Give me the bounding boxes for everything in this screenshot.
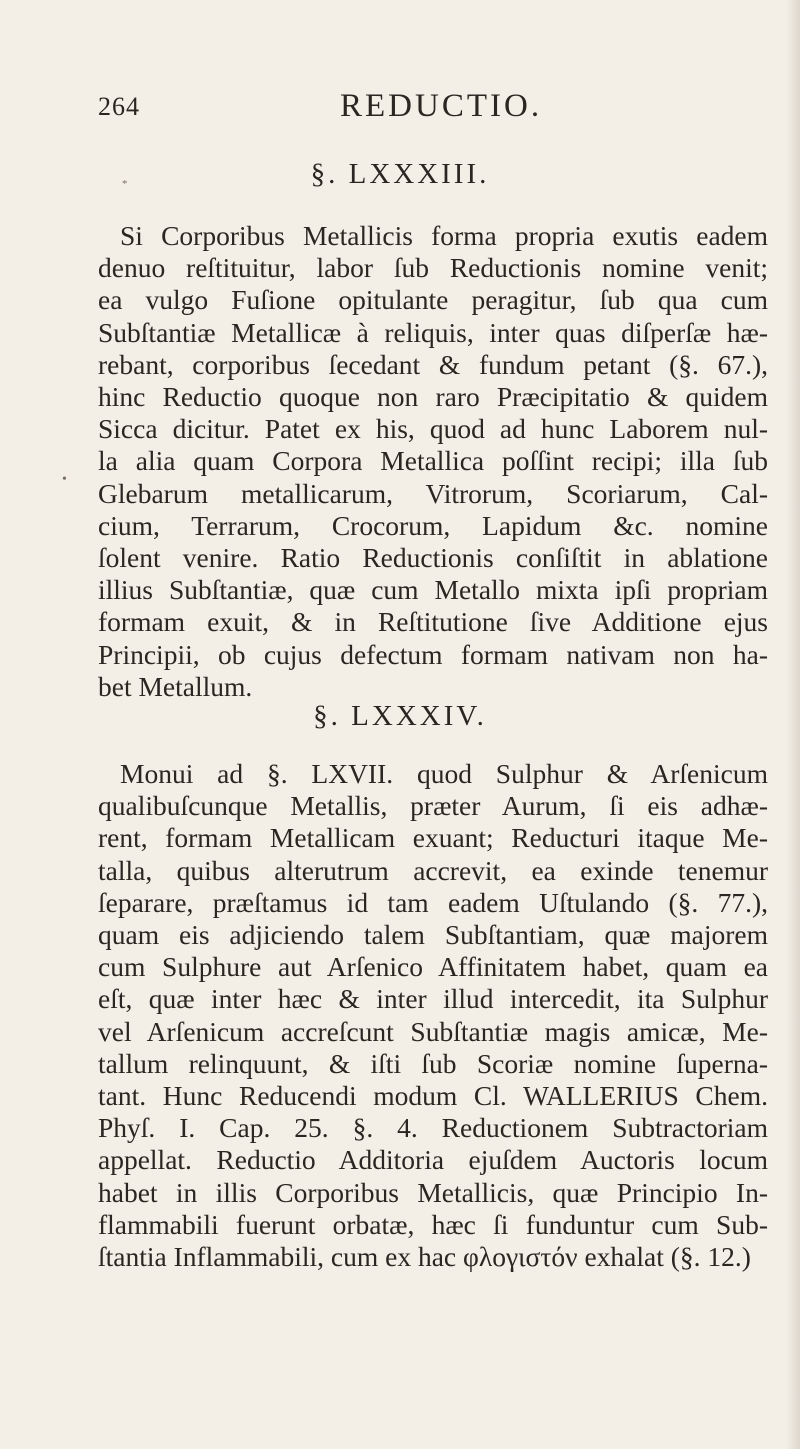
section-body bbox=[98, 220, 768, 703]
text-line: habet in illis Corporibus Metallicis, quæ Principio In- bbox=[98, 1176, 768, 1208]
text-line: Principii, ob cujus defectum formam nativam non ha- bbox=[98, 638, 768, 670]
text-line: rent, formam Metallicam exuant; Reducturi itaque Me- bbox=[98, 822, 768, 854]
page-number: 264 bbox=[98, 92, 140, 121]
text-line: ſolent venire. Ratio Reductionis conſiſtit in ablatione bbox=[98, 542, 768, 574]
text-line: cum Sulphure aut Arſenico Affinitatem habet, quam ea bbox=[98, 951, 768, 983]
text-line: tallum relinquunt, & iſti ſub Scoriæ nomine ſuperna- bbox=[98, 1047, 768, 1079]
text-line: vel Arſenicum accreſcunt Subſtantiæ magis amicæ, Me- bbox=[98, 1015, 768, 1047]
text-line: eſt, quæ inter hæc & inter illud intercedit, ita Sulphur bbox=[98, 983, 768, 1015]
text-line: Glebarum metallicarum, Vitrorum, Scoriarum, Cal- bbox=[98, 477, 768, 509]
text-line: appellat. Reductio Additoria ejuſdem Auctoris locum bbox=[98, 1144, 768, 1176]
text-line: Si Corporibus Metallicis forma propria exutis eadem bbox=[120, 220, 768, 251]
text-line: quam eis adjiciendo talem Subſtantiam, quæ majorem bbox=[98, 919, 768, 951]
text-line: rebant, corporibus ſecedant & fundum petant (§. 67.), bbox=[98, 348, 768, 380]
text-line: ſeparare, præſtamus id tam eadem Uſtulando (§. 77.), bbox=[98, 886, 768, 918]
page-header bbox=[98, 88, 758, 128]
margin-mark: * bbox=[122, 178, 128, 190]
text-line: ea vulgo Fuſione opitulante peragitur, ſub qua cum bbox=[98, 284, 768, 316]
text-line: Sicca dicitur. Patet ex his, quod ad hunc Laborem nul- bbox=[98, 413, 768, 445]
section-heading: §. LXXXIV. bbox=[313, 700, 487, 732]
text-line: formam exuit, & in Reſtitutione ſive Additione ejus bbox=[98, 606, 768, 638]
text-line: Monui ad §. LXVII. quod Sulphur & Arſenicum bbox=[120, 758, 768, 789]
section-body bbox=[98, 758, 768, 1273]
text-line: cium, Terrarum, Crocorum, Lapidum &c. nomine bbox=[98, 509, 768, 541]
text-line: hinc Reductio quoque non raro Præcipitatio & quidem bbox=[98, 381, 768, 413]
section-heading: §. LXXXIII. bbox=[310, 158, 490, 190]
running-title: REDUCTIO. bbox=[340, 88, 543, 124]
margin-mark: • bbox=[62, 472, 67, 487]
text-line: tant. Hunc Reducendi modum Cl. WALLERIUS Chem. bbox=[98, 1080, 768, 1112]
text-line: Phyſ. I. Cap. 25. §. 4. Reductionem Subtractoriam bbox=[98, 1112, 768, 1144]
text-line: Subſtantiæ Metallicæ à reliquis, inter quas diſperſæ hæ- bbox=[98, 316, 768, 348]
text-line: ſtantia Inflammabili, cum ex hac φλογιστόν exhalat (§. 12.) bbox=[98, 1241, 751, 1273]
text-line: flammabili fuerunt orbatæ, hæc ſi funduntur cum Sub- bbox=[98, 1208, 768, 1240]
text-line: la alia quam Corpora Metallica poſſint recipi; illa ſub bbox=[98, 445, 768, 477]
text-line: denuo reſtituitur, labor ſub Reductionis nomine venit; bbox=[98, 252, 768, 284]
text-line: qualibuſcunque Metallis, præter Aurum, ſi eis adhæ- bbox=[98, 790, 768, 822]
text-line: bet Metallum. bbox=[98, 670, 253, 702]
text-line: illius Subſtantiæ, quæ cum Metallo mixta ipſi propriam bbox=[98, 574, 768, 606]
text-line: talla, quibus alterutrum accrevit, ea exinde tenemur bbox=[98, 854, 768, 886]
page-edge-shadow bbox=[786, 0, 800, 1449]
